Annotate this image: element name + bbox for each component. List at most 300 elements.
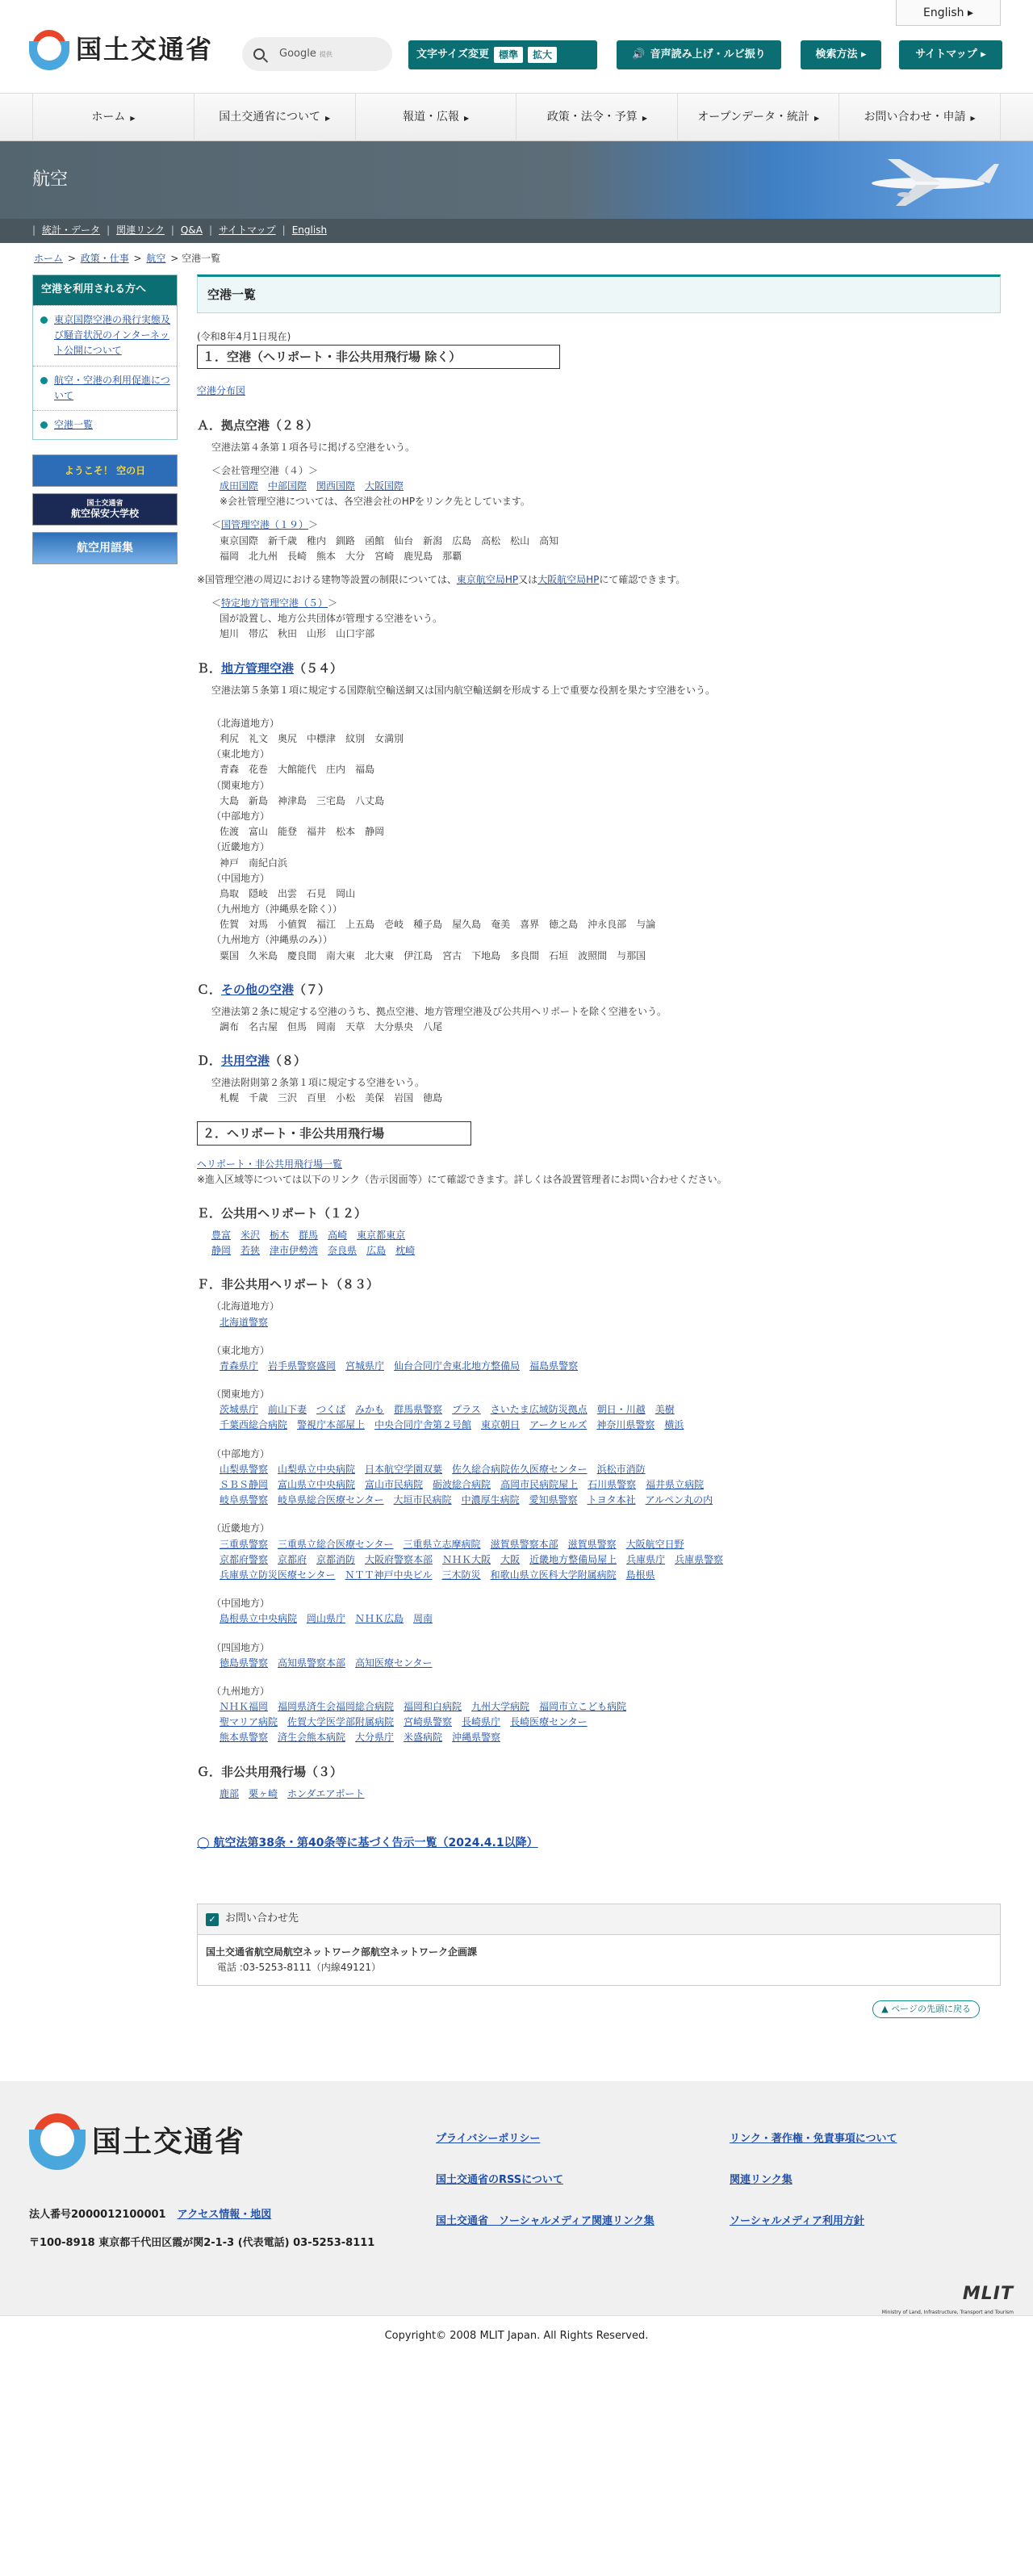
airport-link[interactable]: 中部国際: [268, 480, 307, 492]
facility-link[interactable]: 静岡: [211, 1245, 232, 1257]
crumb-aviation[interactable]: 航空: [146, 253, 166, 264]
logo-text: 国土交通省: [76, 34, 214, 65]
facility-link[interactable]: 栗ヶ崎: [249, 1787, 278, 1799]
sidebar-item-noise[interactable]: 東京国際空港の飛行実態及び騒音状況のインターネット公開について: [33, 305, 177, 366]
heliport-link[interactable]: 山梨県立中央病院: [278, 1463, 356, 1475]
aviation-college-banner[interactable]: 国土交通省 航空保安大学校: [32, 493, 178, 526]
heliport-link[interactable]: 高岡市民病院屋上: [500, 1479, 579, 1490]
category-g-heading: Ｇ．非公共用飛行場（３）: [197, 1764, 343, 1779]
airport-name: 神津島: [278, 794, 307, 806]
airport-name: 富山: [249, 826, 269, 838]
facility-link[interactable]: 若狭: [240, 1245, 261, 1257]
gnav-opendata[interactable]: オープンデータ・統計 ▶: [677, 94, 839, 142]
heliport-link[interactable]: 横浜: [664, 1419, 684, 1431]
airport-name: 上五島: [345, 919, 375, 931]
category-a-desc: 空港法第４条第１項各号に掲げる空港をいう。: [211, 441, 416, 453]
airport-name: 稚内: [307, 534, 327, 547]
social-policy-link[interactable]: ソーシャルメディア利用方針: [730, 2214, 865, 2227]
airport-name: 多良間: [510, 949, 540, 961]
airport-name: 奥尻: [278, 733, 298, 744]
airport-name: 南紀白浜: [249, 857, 288, 869]
category-b-heading: Ｂ．地方管理空港（５４）: [197, 660, 343, 676]
heliport-link[interactable]: 前山下妻: [268, 1404, 307, 1416]
heliport-link[interactable]: 岐阜県警察: [220, 1494, 269, 1506]
heliport-link[interactable]: 砺波総合病院: [433, 1479, 491, 1490]
heliport-link[interactable]: 大阪府警察本部: [365, 1553, 433, 1565]
heliport-link[interactable]: トヨタ本社: [587, 1494, 636, 1506]
shared-airports-link[interactable]: 共用空港: [221, 1053, 270, 1069]
chevron-right-icon: ▶: [642, 115, 647, 122]
arrow-up-icon: ▲: [881, 2004, 892, 2015]
speaker-icon: 🔊: [632, 48, 646, 61]
airport-name: 熊本: [316, 550, 337, 562]
heliport-link[interactable]: 三重県立志摩病院: [403, 1538, 481, 1550]
airport-name: 山口宇部: [336, 628, 375, 640]
airport-name: 天草: [345, 1021, 366, 1032]
airport-name: 大館能代: [278, 764, 317, 776]
airport-name: 松山: [510, 534, 530, 547]
heliport-link[interactable]: 三重県警察: [220, 1538, 269, 1550]
copyright-link[interactable]: リンク・著作権・免責事項について: [730, 2133, 897, 2146]
contact-org: 国土交通省航空局航空ネットワーク部航空ネットワーク企画課: [206, 1946, 478, 1958]
airport-link[interactable]: 大阪国際: [365, 480, 404, 492]
heliport-link[interactable]: 愛知県警察: [529, 1494, 578, 1506]
english-button[interactable]: English ▸: [896, 0, 1001, 26]
airport-name: 対馬: [249, 919, 269, 931]
company-note: ※会社管理空港については、各空港会社のHPをリンク先としています。: [220, 496, 530, 508]
mlit-logo-icon: [29, 30, 69, 70]
sidebar-item-promotion[interactable]: 航空・空港の利用促進について: [33, 366, 177, 410]
region-label: （中部地方）: [211, 810, 270, 822]
airport-link[interactable]: 成田国際: [220, 480, 259, 492]
font-large-button[interactable]: 拡大: [528, 47, 557, 63]
airport-name: 札幌: [220, 1092, 240, 1104]
airport-name: 出雲: [278, 887, 298, 899]
airport-name: 福岡: [220, 550, 240, 562]
heliport-link[interactable]: 大阪航空日野: [625, 1538, 684, 1550]
category-f-heading: Ｆ．非公共用ヘリポート（８３）: [197, 1277, 379, 1292]
heliport-link[interactable]: 佐賀大学医学部附属病院: [287, 1716, 395, 1728]
heliport-link[interactable]: 北海道警察: [220, 1316, 269, 1328]
heliport-link[interactable]: 岡山県庁: [307, 1613, 346, 1625]
font-size-control: [408, 40, 597, 69]
search-method-button[interactable]: 検索方法 ▸: [801, 40, 881, 69]
airport-map-link[interactable]: 空港分布図: [197, 385, 246, 397]
voice-button[interactable]: [617, 40, 781, 69]
heliport-link[interactable]: 滋賀県警察本部: [490, 1538, 558, 1550]
heliport-link[interactable]: 米盛病院: [404, 1732, 443, 1744]
airport-name: 八丈島: [355, 794, 385, 806]
airport-name: 花巻: [249, 764, 269, 776]
sidebar-item-airport-list[interactable]: 空港一覧: [33, 410, 177, 439]
airport-name: 函館: [365, 534, 385, 547]
airport-name: 広島: [452, 534, 472, 547]
heliport-link[interactable]: 福岡県済生会福岡総合病院: [278, 1701, 395, 1713]
heliport-link[interactable]: 三木防災: [441, 1569, 481, 1581]
airport-name: 隠岐: [249, 887, 269, 899]
chevron-right-icon: ▶: [970, 115, 976, 122]
airport-name: 但馬: [287, 1021, 307, 1032]
heliport-link[interactable]: 九州大学病院: [471, 1701, 530, 1713]
category-c-desc: 空港法第２条に規定する空港のうち、拠点空港、地方管理空港及び公共用ヘリポートを除く空港をいう。: [211, 1005, 667, 1017]
heliport-link[interactable]: 宮城県庁: [345, 1359, 385, 1372]
heliport-link[interactable]: 沖縄県警察: [452, 1732, 501, 1744]
search-label: Google: [279, 47, 316, 60]
heliport-note: ※進入区域等については以下のリンク（告示図面等）にて確認できます。詳しくは各設置管理者にお問い合わせください。: [197, 1173, 727, 1185]
heliport-link[interactable]: 美樹: [655, 1404, 675, 1416]
airport-name: 調布: [220, 1021, 240, 1032]
airport-name: 久米島: [249, 949, 278, 961]
national-airports-link[interactable]: 国管理空港（１９）: [221, 519, 309, 531]
heliport-link[interactable]: 千葉西総合病院: [220, 1419, 288, 1431]
region-label: （近畿地方）: [211, 841, 270, 853]
airport-name: 八尾: [423, 1021, 443, 1032]
facility-link[interactable]: 津市伊勢湾: [270, 1245, 319, 1257]
special-airports-link[interactable]: 特定地方管理空港（５）: [221, 597, 328, 609]
heliport-link[interactable]: 大阪: [500, 1553, 521, 1565]
heliport-link[interactable]: 兵庫県警察: [675, 1553, 724, 1565]
heliport-link[interactable]: 朝日・川越: [596, 1404, 646, 1416]
airport-name: 新島: [249, 794, 269, 806]
subnav-stats[interactable]: 統計・データ: [42, 224, 101, 237]
subnav-sitemap[interactable]: サイトマップ: [218, 224, 276, 237]
heliport-link[interactable]: 京都府: [278, 1553, 307, 1565]
facility-link[interactable]: 東京都東京: [357, 1229, 406, 1241]
heliport-link[interactable]: 岐阜県総合医療センター: [278, 1494, 384, 1506]
airport-name: 岡南: [316, 1021, 337, 1032]
heliport-link[interactable]: 高知医療センター: [355, 1657, 433, 1669]
facility-link[interactable]: 豊富: [211, 1229, 232, 1241]
heliport-link[interactable]: 島根県立中央病院: [220, 1613, 298, 1625]
subnav-english[interactable]: English: [291, 224, 328, 237]
region-label: （関東地方）: [211, 779, 270, 791]
heliport-link[interactable]: 福岡和白病院: [404, 1701, 462, 1713]
region-label: （四国地方）: [211, 1641, 270, 1653]
heliport-link[interactable]: 浜松市消防: [596, 1463, 646, 1475]
heliport-link[interactable]: 群馬県警察: [394, 1404, 443, 1416]
airport-name: 壱岐: [384, 919, 404, 931]
airport-name: 中標津: [307, 733, 337, 744]
heliport-link[interactable]: 聖マリア病院: [220, 1716, 278, 1728]
osaka-bureau-link[interactable]: 大阪航空局HP: [537, 573, 600, 585]
region-label: （中国地方）: [211, 1598, 270, 1610]
category-e-heading: Ｅ．公共用ヘリポート（１２）: [197, 1205, 367, 1221]
airport-name: 名古屋: [249, 1021, 278, 1032]
heliport-link[interactable]: 茨城県庁: [220, 1404, 259, 1416]
heliport-link[interactable]: 長崎医療センター: [510, 1716, 588, 1728]
heliport-link[interactable]: 中濃厚生病院: [461, 1494, 520, 1506]
crumb-home[interactable]: ホーム: [34, 253, 64, 264]
sidebar: [32, 274, 178, 1986]
global-nav: [0, 93, 1033, 141]
region-label: （北海道地方）: [211, 717, 280, 729]
airport-name: 那覇: [442, 550, 462, 562]
sidebar-heading: 空港を利用される方へ: [33, 275, 177, 305]
heliport-link[interactable]: 近畿地方整備局屋上: [529, 1553, 617, 1565]
crumb-policy[interactable]: 政策・仕事: [80, 253, 129, 264]
heliport-link[interactable]: 熊本県警察: [220, 1732, 269, 1744]
airport-name: 沖永良部: [588, 919, 627, 931]
region-label: （関東地方）: [211, 1389, 270, 1401]
gnav-policy[interactable]: 政策・法令・予算 ▶: [516, 94, 677, 142]
airport-name: 与那国: [617, 949, 646, 961]
airport-name: 宮崎: [374, 550, 395, 562]
airport-name: 能登: [278, 826, 298, 838]
airport-name: 与論: [636, 919, 656, 931]
chevron-right-icon: ▶: [463, 115, 470, 122]
social-links-link[interactable]: 国土交通省 ソーシャルメディア関連リンク集: [436, 2214, 655, 2227]
airport-name: 高知: [539, 534, 559, 547]
airport-name: 松本: [336, 826, 356, 838]
airport-name: 福井: [307, 826, 327, 838]
airport-name: 千歳: [249, 1092, 269, 1104]
airport-name: 福江: [316, 919, 337, 931]
airport-name: 静岡: [365, 826, 385, 838]
airport-name: 慶良間: [287, 949, 317, 961]
contact-tel: 電話 :03-5253-8111（内線49121）: [217, 1962, 382, 1974]
breadcrumb: ホーム > 政策・仕事 > 航空 > 空港一覧: [34, 253, 221, 264]
heliport-link[interactable]: ＳＢＳ静岡: [220, 1479, 269, 1490]
airport-name: 三沢: [278, 1092, 298, 1104]
heliport-link[interactable]: ＮＨＫ福岡: [220, 1701, 269, 1713]
airport-name: 徳島: [423, 1092, 443, 1104]
privacy-link[interactable]: プライバシーポリシー: [436, 2133, 541, 2146]
category-a-heading: Ａ．拠点空港（２８）: [197, 417, 319, 433]
airport-name: 東京国際: [220, 534, 259, 547]
heliport-link[interactable]: 島根県: [625, 1569, 655, 1581]
mlit-wordmark: MLIT Ministry of Land, Infrastructure, Transport and Tourism: [881, 2284, 1014, 2315]
airport-name: 屋久島: [452, 919, 482, 931]
copyright: Copyright© 2008 MLIT Japan. All Rights Reserved.: [0, 2315, 1033, 2356]
heliport-link[interactable]: 兵庫県立防災医療センター: [220, 1569, 336, 1581]
airport-link[interactable]: 関西国際: [316, 480, 356, 492]
gnav-press[interactable]: 報道・広報 ▶: [355, 94, 516, 142]
airport-name: 大分: [345, 550, 366, 562]
heliport-link[interactable]: 中央合同庁舎第２号館: [374, 1419, 472, 1431]
search-input[interactable]: [242, 37, 392, 71]
facility-link[interactable]: 鹿部: [220, 1787, 240, 1799]
heliport-link[interactable]: アルペン丸の内: [645, 1494, 713, 1506]
heliport-link[interactable]: 長崎県庁: [462, 1716, 501, 1728]
contact-heading: お問い合わせ先: [225, 1912, 299, 1925]
facility-link[interactable]: 広島: [366, 1245, 387, 1257]
airport-name: 岡山: [336, 887, 356, 899]
region-label: （中部地方）: [211, 1447, 270, 1460]
other-airports-link[interactable]: その他の空港: [221, 982, 295, 997]
sky-day-banner[interactable]: ようこそ！ 空の日: [32, 454, 178, 487]
airport-name: 石垣: [549, 949, 569, 961]
facility-link[interactable]: 高崎: [328, 1229, 348, 1241]
heliport-link[interactable]: 日本航空学園双葉: [365, 1463, 443, 1475]
heliport-link[interactable]: 岩手県警察盛岡: [268, 1359, 337, 1372]
airport-name: 長崎: [287, 550, 307, 562]
font-standard-button[interactable]: 標準: [494, 47, 523, 63]
heliport-link[interactable]: さいたま広域防災拠点: [490, 1404, 588, 1416]
heliport-link[interactable]: ＮＨＫ大阪: [442, 1553, 491, 1565]
as-of-date: (令和8年4月1日現在): [197, 331, 291, 343]
heliport-link[interactable]: 福島県警察: [529, 1359, 579, 1372]
access-link[interactable]: アクセス情報・地図: [177, 2209, 272, 2222]
category-b-desc: 空港法第５条第１項に規定する国際航空輸送網又は国内航空輸送網を形成する上で重要な役割を果たす空港をいう。: [211, 684, 716, 696]
tokyo-bureau-link[interactable]: 東京航空局HP: [456, 573, 519, 585]
heliport-link[interactable]: 滋賀県警察: [567, 1538, 617, 1550]
category-d-heading: Ｄ．共用空港（８）: [197, 1053, 307, 1069]
heliport-link[interactable]: 青森県庁: [220, 1359, 259, 1372]
airport-name: 大分県央: [374, 1021, 414, 1032]
heliport-link[interactable]: ＮＨＫ広島: [355, 1613, 404, 1625]
region-label: （九州地方（沖縄県を除く））: [211, 903, 343, 915]
airport-name: 宮古: [442, 949, 462, 961]
airport-name: 仙台: [394, 534, 414, 547]
heliport-link[interactable]: 宮崎県警察: [404, 1716, 453, 1728]
notice-list-link[interactable]: ◯ 航空法第38条・第40条等に基づく告示一覧（2024.4.1以降）: [197, 1836, 538, 1849]
heliport-link[interactable]: 京都府警察: [220, 1553, 269, 1565]
heliport-link[interactable]: プラス: [452, 1404, 481, 1416]
airport-name: 神戸: [220, 857, 240, 869]
gnav-home[interactable]: ホーム ▶: [32, 94, 194, 142]
heliport-link[interactable]: 三重県立総合医療センター: [278, 1538, 394, 1550]
airport-name: 徳之島: [549, 919, 579, 931]
page-title: 空港一覧: [197, 274, 1001, 313]
heliport-link[interactable]: みかも: [355, 1404, 385, 1416]
section-1-heading: １．空港（ヘリポート・非公共用飛行場 除く）: [197, 345, 560, 369]
mlit-logo-icon: [29, 2113, 86, 2170]
gnav-about[interactable]: 国土交通省について ▶: [194, 94, 355, 142]
airport-name: 喜界: [520, 919, 540, 931]
heliport-link[interactable]: 高知県警察本部: [278, 1657, 346, 1669]
airport-name: 礼文: [249, 733, 269, 744]
crumb-current: 空港一覧: [182, 253, 221, 264]
airport-name: 百里: [307, 1092, 327, 1104]
footer: [0, 2081, 1033, 2315]
heliport-link[interactable]: 富山市民病院: [365, 1479, 424, 1490]
airport-name: 利尻: [220, 733, 240, 744]
heliport-link[interactable]: 富山県立中央病院: [278, 1479, 356, 1490]
airport-name: 庄内: [326, 764, 346, 776]
page-top-button[interactable]: ▲ ページの先頭に戻る: [872, 2000, 980, 2018]
heliport-link[interactable]: 周南: [413, 1613, 433, 1625]
heliport-link[interactable]: 福井県立病院: [646, 1479, 705, 1490]
chevron-right-icon: ▶: [130, 115, 136, 122]
corp-number: 法人番号2000012100001: [29, 2209, 166, 2222]
region-label: （九州地方）: [211, 1685, 270, 1697]
airport-name: 佐賀: [220, 919, 240, 931]
heliport-link[interactable]: 山梨県警察: [220, 1463, 269, 1475]
region-label: （中国地方）: [211, 872, 270, 884]
airport-name: 波照間: [578, 949, 608, 961]
local-airports-link[interactable]: 地方管理空港: [221, 660, 295, 676]
region-label: （東北地方）: [211, 1344, 270, 1356]
contact-box: [197, 1904, 1001, 1986]
font-size-label: 文字サイズ変更: [416, 48, 489, 61]
heliport-link[interactable]: 福岡市立こども病院: [539, 1701, 627, 1713]
airport-name: 奄美: [491, 919, 511, 931]
region-label: （近畿地方）: [211, 1523, 270, 1535]
heliport-link[interactable]: 和歌山県立医科大学附属病院: [490, 1569, 617, 1581]
category-d-desc: 空港法附則第２条第１項に規定する空港をいう。: [211, 1077, 425, 1089]
airport-name: 伊江島: [404, 949, 433, 961]
facility-link[interactable]: 奈良県: [328, 1245, 358, 1257]
rss-link[interactable]: 国土交通省のRSSについて: [436, 2174, 563, 2187]
airport-name: 下地島: [471, 949, 501, 961]
heliport-list-link[interactable]: ヘリポート・非公共用飛行場一覧: [197, 1158, 343, 1170]
chevron-right-icon: ▶: [814, 115, 820, 122]
section-2-heading: ２．ヘリポート・非公共用飛行場: [197, 1121, 471, 1146]
facility-link[interactable]: 栃木: [270, 1229, 290, 1241]
heliport-link[interactable]: 済生会熊本病院: [278, 1732, 346, 1744]
site-header: [0, 0, 1033, 93]
airport-name: 紋別: [345, 733, 366, 744]
subnav-links[interactable]: 関連リンク: [116, 224, 165, 237]
subnav-qa[interactable]: Q&A: [180, 224, 203, 237]
category-banner: [0, 141, 1033, 219]
region-label: （九州地方（沖縄県のみ））: [211, 934, 333, 946]
airport-name: 女満別: [374, 733, 404, 744]
airport-name: 北大東: [365, 949, 395, 961]
airport-name: 佐渡: [220, 826, 240, 838]
heliport-link[interactable]: 仙台合同庁舎東北地方整備局: [394, 1359, 521, 1372]
airport-name: 釧路: [336, 534, 356, 547]
airport-name: 三宅島: [316, 794, 346, 806]
main-content: 空港一覧 (令和8年4月1日現在) １．空港（ヘリポート・非公共用飛行場 除く） 空港分布図 Ａ．拠点空港（２８） 空港法第４条第１項各号に掲げる空港をいう。 ＜会社管理空港（４）＞ 成田国際 中部国際 関西国際 大阪国際 ※会社管理空港については、各空港会社のHPをリンク先としています。 ＜国管理空港（１９）＞ 東京国際 新千歳 稚内 釧路 函館 仙台 新潟 広島 高松 松山 高知 福岡 北九州 長崎 熊本 大分 宮崎 鹿児島 那覇 ※国管理空港の周辺における建物等設置の制限については、東京航空局HP又は大阪航空局HPにて確認できます。 ＜特定地方管理空港（５）＞ 国が設置し、地方公共団体が管理する空港をいう。 旭川 帯広 秋田 山形 山口宇部 Ｂ．地方管理空港（５４） 空港法第５条第１項に規定する国際航空輸送網又は国内航空輸送網を形成する上で重要な役割を果たす空港をいう。 （北海道地方） 利尻 礼文 奥尻 中標津 紋別 女満別 （東北地方） 青森 花巻 大館能代 庄内 福島 （関東地方） 大島 新島 神津島 三宅島 八丈島 （中部地方） 佐渡 富山 能登 福井 松本 静岡 （近畿地方） 神戸 南紀白浜 （中国地方） 鳥取 隠岐 出雲 石見 岡山 （九州地方（沖縄県を除く）） 佐賀 対馬 小値賀 福江 上五島 壱岐 種子島 屋久島 奄美 喜界 徳之島 沖永良部 与論 （九州地方（沖縄県のみ）） 粟国 久米島 慶良間 南大東 北大東 伊江島 宮古 下地島 多良間 石垣 波照間 与那国 Ｃ．その他の空港（７） 空港法第２条に規定する空港のうち、拠点空港、地方管理空港及び公共用ヘリポートを除く空港をいう。 調布 名古屋 但馬 岡南 天草 大分県央 八尾 Ｄ．共用空港（８） 空港法附則第２条第１項に規定する空港をいう。 札幌 千歳 三沢 百里 小松 美保 岩国 徳島 ２．ヘリポート・非公共用飛行場 ヘリポート・非公共用飛行場一覧 ※進入区域等については以下のリンク（告示図面等）にて確認できます。詳しくは各設置管理者にお問い合わせください。 Ｅ．公共用ヘリポート（１２） 豊富 米沢 栃木 群馬 高崎 東京都東京 静岡 若狭 津市伊勢湾 奈良県 広島 枕崎 Ｆ．非公共用ヘリポート（８３） （北海道地方） 北海道警察 （東北地方） 青森県庁 岩手県警察盛岡 宮城県庁 仙台合同庁舎東北地方整備局 福島県警察 （関東地方） 茨城県庁 前山下妻 つくば みかも 群馬県警察 プラス さいたま広域防災拠点 朝日・川越 美樹 千葉西総合病院 警視庁本部屋上 中央合同庁舎第２号館 東京朝日 アークヒルズ 神奈川県警察 横浜 （中部地方） 山梨県警察 山梨県立中央病院 日本航空学園双葉 佐久総合病院佐久医療センター 浜松市消防 ＳＢＳ静岡 富山県立中央病院 富山市民病院 砺波総合病院 高岡市民病院屋上 石川県警察 福井県立病院 岐阜県警察 岐阜県総合医療センター 大垣市民病院 中濃厚生病院 愛知県警察 トヨタ本社 アルペン丸の内 （近畿地方） 三重県警察 三重県立総合医療センター 三重県立志摩病院 滋賀県警察本部 滋賀県警察 大阪航空日野 京都府警察 京都府 京都消防 大阪府警察本部 ＮＨＫ大阪 大阪 近畿地方整備局屋上 兵庫県庁 兵庫県警察 兵庫県立防災医療センター ＮＴＴ神戸中央ビル 三木防災 和歌山県立医科大学附属病院 島根県 （中国地方） 島根県立中央病院 岡山県庁 ＮＨＫ広島 周南 （四国地方） 徳島県警察 高知県警察本部 高知医療センター （九州地方） ＮＨＫ福岡 福岡県済生会福岡総合病院 福岡和白病院 九州大学病院 福岡市立こども病院 聖マリア病院 佐賀大学医学部附属病院 宮崎県警察 長崎県庁 長崎医療センター 熊本県警察 済生会熊本病院 大分県庁 米盛病院 沖縄県警察 Ｇ．非公共用飛行場（３） 鹿部 栗ヶ崎 ホンダエアポート ◯ 航空法第38条・第40条等に基づく告示一覧（2024.4.1以降） ✓ お問い合わせ先 国土交通省航空局航空ネットワーク部航空ネットワーク企画課 電話 :03-5253-8111（内線49121）: [197, 274, 1001, 1986]
facility-link[interactable]: ホンダエアポート: [287, 1787, 365, 1799]
facility-link[interactable]: 米沢: [240, 1229, 261, 1241]
address: 〒100-8918 東京都千代田区霞が関2-1-3 (代表電話) 03-5253-8111: [29, 2237, 375, 2250]
airport-name: 小松: [336, 1092, 356, 1104]
airport-name: 新潟: [423, 534, 443, 547]
heliport-link[interactable]: 石川県警察: [588, 1479, 637, 1490]
airport-name: 鳥取: [220, 887, 240, 899]
sub-nav: | 統計・データ | 関連リンク | Q&A | サイトマップ | English: [0, 219, 1033, 243]
heliport-link[interactable]: 佐久総合病院佐久医療センター: [452, 1463, 588, 1475]
heliport-link[interactable]: 大垣市民病院: [393, 1494, 452, 1506]
site-logo[interactable]: [29, 29, 213, 70]
airport-name: 種子島: [413, 919, 443, 931]
voice-label: 音声読み上げ・ルビ振り: [650, 48, 766, 61]
heliport-link[interactable]: アークヒルズ: [529, 1419, 588, 1431]
category-c-heading: Ｃ．その他の空港（７）: [197, 982, 331, 997]
glossary-banner[interactable]: 航空用語集: [32, 532, 178, 564]
related-links-link[interactable]: 関連リンク集: [730, 2174, 793, 2187]
building-note: ※国管理空港の周辺における建物等設置の制限については、東京航空局HP又は大阪航空局HPにて確認できます。: [197, 573, 686, 585]
sitemap-button[interactable]: サイトマップ ▸: [899, 40, 1002, 69]
facility-link[interactable]: 群馬: [299, 1229, 319, 1241]
search-sub: 提供: [319, 50, 332, 58]
heliport-link[interactable]: ＮＴＴ神戸中央ビル: [345, 1569, 433, 1581]
heliport-link[interactable]: 神奈川県警察: [596, 1419, 655, 1431]
heliport-link[interactable]: 兵庫県庁: [626, 1553, 666, 1565]
heliport-link[interactable]: 京都消防: [316, 1553, 356, 1565]
chevron-right-icon: ▶: [325, 115, 331, 122]
airport-name: 高松: [481, 534, 501, 547]
heliport-link[interactable]: 大分県庁: [355, 1732, 395, 1744]
facility-link[interactable]: 枕崎: [395, 1245, 416, 1257]
heliport-link[interactable]: 警視庁本部屋上: [297, 1419, 366, 1431]
airport-name: 帯広: [249, 628, 269, 640]
airplane-icon: [839, 153, 1001, 209]
heliport-link[interactable]: 東京朝日: [481, 1419, 521, 1431]
gnav-contact[interactable]: お問い合わせ・申請 ▶: [839, 94, 1001, 142]
airport-name: 山形: [307, 628, 327, 640]
airport-name: 福島: [355, 764, 375, 776]
check-icon: ✓: [206, 1913, 219, 1926]
heliport-link[interactable]: 徳島県警察: [220, 1657, 269, 1669]
heliport-link[interactable]: つくば: [316, 1404, 346, 1416]
airport-name: 粟国: [220, 949, 240, 961]
footer-logo[interactable]: 国土交通省: [29, 2113, 245, 2170]
airport-name: 北九州: [249, 550, 278, 562]
airport-name: 旭川: [220, 628, 240, 640]
